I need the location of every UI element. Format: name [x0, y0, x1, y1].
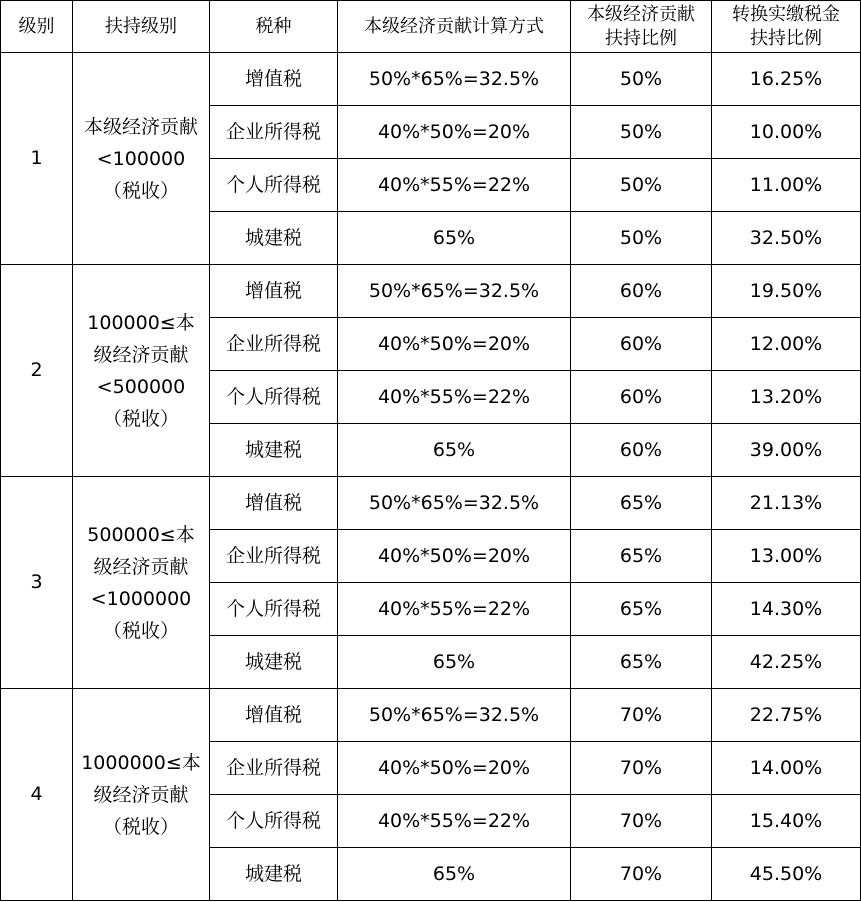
tier-range-cell [73, 265, 210, 477]
tax-type-cell: 个人所得税 [210, 795, 338, 848]
formula-cell: 40%*50%=20% [338, 530, 571, 583]
converted-cell: 11.00% [712, 159, 861, 212]
tax-type-cell: 城建税 [210, 212, 338, 265]
tier-range-line: <500000 [96, 375, 186, 398]
tier-range-line: <1000000 [90, 587, 192, 610]
ratio-cell: 50% [571, 212, 712, 265]
formula-cell: 40%*50%=20% [338, 318, 571, 371]
header-formula-text: 本级经济贡献计算方式 [364, 15, 544, 37]
ratio-cell: 70% [571, 689, 712, 742]
level-cell: 3 [1, 477, 73, 689]
tax-type-cell: 增值税 [210, 477, 338, 530]
tier-range-cell [73, 477, 210, 689]
formula-cell: 40%*55%=22% [338, 583, 571, 636]
tier-range-line: （税收） [102, 815, 179, 838]
tax-type-cell: 个人所得税 [210, 583, 338, 636]
converted-cell: 22.75% [712, 689, 861, 742]
tax-type-cell: 增值税 [210, 689, 338, 742]
ratio-cell: 60% [571, 318, 712, 371]
tax-type-cell: 城建税 [210, 848, 338, 901]
formula-cell: 50%*65%=32.5% [338, 477, 571, 530]
header-support-tier [73, 1, 210, 53]
tax-type-cell: 企业所得税 [210, 318, 338, 371]
converted-cell: 32.50% [712, 212, 861, 265]
level-cell: 2 [1, 265, 73, 477]
formula-cell: 40%*50%=20% [338, 742, 571, 795]
tier-range-line: 100000≤本 [87, 311, 195, 334]
ratio-cell: 70% [571, 742, 712, 795]
converted-cell: 42.25% [712, 636, 861, 689]
converted-cell: 19.50% [712, 265, 861, 318]
converted-cell: 13.20% [712, 371, 861, 424]
formula-cell: 40%*55%=22% [338, 371, 571, 424]
ratio-cell: 65% [571, 477, 712, 530]
ratio-cell: 65% [571, 636, 712, 689]
formula-cell: 65% [338, 636, 571, 689]
ratio-cell: 70% [571, 848, 712, 901]
tier-range-line: 级经济贡献 [93, 783, 189, 806]
header-contribution-ratio-line1: 本级经济贡献 [587, 3, 695, 25]
tier-range-line: <100000 [96, 147, 186, 170]
converted-cell: 12.00% [712, 318, 861, 371]
converted-cell: 13.00% [712, 530, 861, 583]
header-contribution-ratio [571, 1, 712, 53]
ratio-cell: 65% [571, 583, 712, 636]
converted-cell: 15.40% [712, 795, 861, 848]
formula-cell: 65% [338, 212, 571, 265]
tier-range-line: （税收） [102, 619, 179, 642]
tier-range-line: 500000≤本 [87, 523, 195, 546]
tax-type-cell: 企业所得税 [210, 106, 338, 159]
header-converted-ratio-line2: 扶持比例 [750, 27, 822, 49]
formula-cell: 40%*50%=20% [338, 106, 571, 159]
formula-cell: 50%*65%=32.5% [338, 689, 571, 742]
header-level [1, 1, 73, 53]
tax-type-cell: 个人所得税 [210, 159, 338, 212]
tax-type-cell: 城建税 [210, 424, 338, 477]
header-tax-type-text: 税种 [255, 15, 292, 37]
ratio-cell: 50% [571, 53, 712, 106]
formula-cell: 40%*55%=22% [338, 795, 571, 848]
ratio-cell: 60% [571, 265, 712, 318]
tax-type-cell: 个人所得税 [210, 371, 338, 424]
tier-range-cell [73, 53, 210, 265]
table-row [1, 477, 861, 530]
converted-cell: 39.00% [712, 424, 861, 477]
formula-cell: 40%*55%=22% [338, 159, 571, 212]
converted-cell: 10.00% [712, 106, 861, 159]
ratio-cell: 70% [571, 795, 712, 848]
tax-type-cell: 企业所得税 [210, 742, 338, 795]
ratio-cell: 50% [571, 106, 712, 159]
converted-cell: 14.00% [712, 742, 861, 795]
header-converted-ratio [712, 1, 861, 53]
header-formula [338, 1, 571, 53]
table-row [1, 265, 861, 318]
header-row [1, 1, 861, 53]
tier-range-cell [73, 689, 210, 901]
tier-range-line: 本级经济贡献 [83, 115, 198, 138]
tier-range-line: 1000000≤本 [81, 751, 201, 774]
tier-range-line: （税收） [102, 179, 179, 202]
ratio-cell: 60% [571, 371, 712, 424]
header-support-tier-text: 扶持级别 [105, 15, 177, 37]
tax-type-cell: 企业所得税 [210, 530, 338, 583]
formula-cell: 65% [338, 848, 571, 901]
ratio-cell: 60% [571, 424, 712, 477]
table-row [1, 689, 861, 742]
formula-cell: 65% [338, 424, 571, 477]
formula-cell: 50%*65%=32.5% [338, 265, 571, 318]
formula-cell: 50%*65%=32.5% [338, 53, 571, 106]
table-row [1, 53, 861, 106]
converted-cell: 14.30% [712, 583, 861, 636]
tax-type-cell: 增值税 [210, 53, 338, 106]
tax-type-cell: 增值税 [210, 265, 338, 318]
tax-type-cell: 城建税 [210, 636, 338, 689]
ratio-cell: 50% [571, 159, 712, 212]
converted-cell: 16.25% [712, 53, 861, 106]
header-contribution-ratio-line2: 扶持比例 [605, 27, 677, 49]
tier-range-line: （税收） [102, 407, 179, 430]
tier-range-line: 级经济贡献 [93, 343, 189, 366]
header-converted-ratio-line1: 转换实缴税金 [732, 3, 840, 25]
converted-cell: 21.13% [712, 477, 861, 530]
ratio-cell: 65% [571, 530, 712, 583]
header-tax-type [210, 1, 338, 53]
level-cell: 1 [1, 53, 73, 265]
tier-range-line: 级经济贡献 [93, 555, 189, 578]
header-level-text: 级别 [18, 15, 55, 37]
converted-cell: 45.50% [712, 848, 861, 901]
level-cell: 4 [1, 689, 73, 901]
